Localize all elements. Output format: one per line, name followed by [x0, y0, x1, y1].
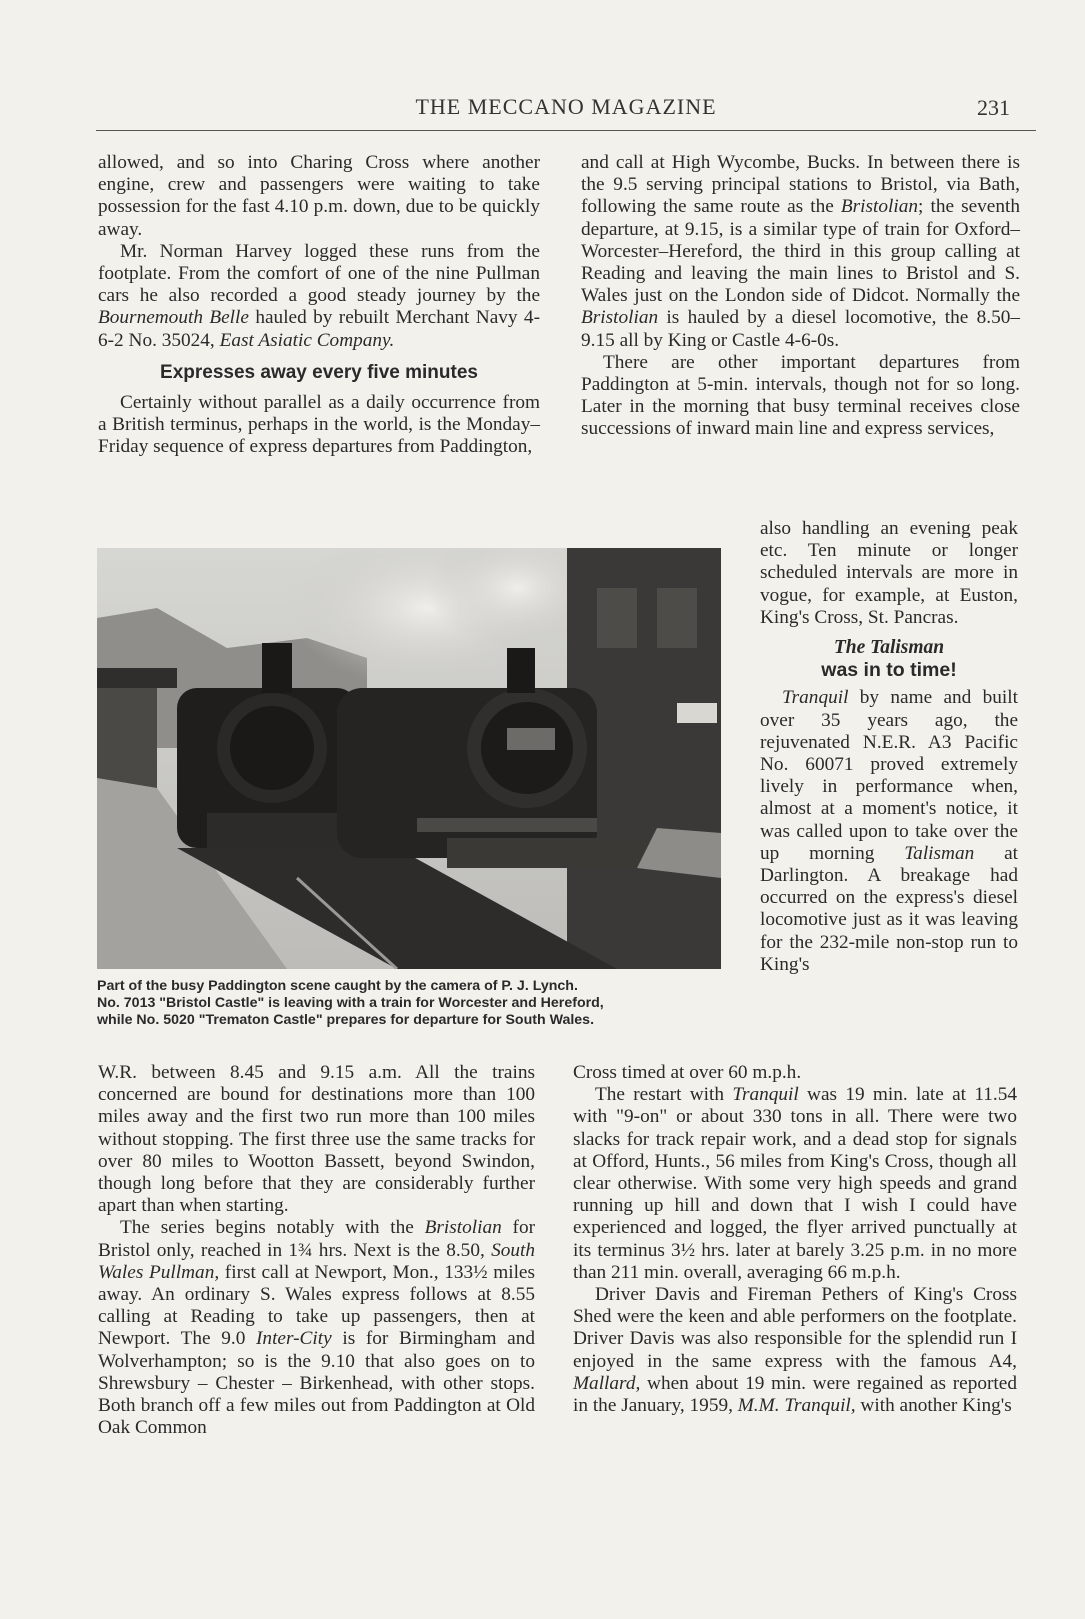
paragraph: The series begins notably with the Bristolian for Bristol only, reached in 1¾ hrs. Next is the 8.50, South Wales Pullman, first call at Newport, Mon., 133½ miles away. An ordinary S. Wales express follows at 8.55 calling at Reading to take up passengers, then at Newport. The 9.0 Inter-City is for Birmingham and Wolverhampton; so is the 9.10 that also goes on to Shrewsbury – Chester – Birkenhead, with other stops. Both branch off a few miles out from Paddington at Old Oak Common — [98, 1217, 535, 1439]
paragraph: Certainly without parallel as a daily occurrence from a British terminus, perhaps in the world, is the Monday–Friday sequence of express departures from Paddington, — [98, 392, 540, 458]
paragraph: Mr. Norman Harvey logged these runs from the footplate. From the comfort of one of the nine Pullman cars he also recorded a good steady journey by the Bournemouth Belle hauled by rebuilt Merchant Navy 4-6-2 No. 35024, East Asiatic Company. — [98, 240, 540, 351]
article-column-bottom-left — [98, 1062, 535, 1439]
section-heading: The Talisman was in to time! — [821, 637, 957, 682]
paragraph: Tranquil by name and built over 35 years ago, the rejuvenated N.E.R. A3 Pacific No. 60071 proved extremely lively in performance when, almost at a moment's notice, it was called upon to take over the up morning Talisman at Darlington. A breakage had occurred on the express's diesel locomotive just as it was leaving for the 232-mile non-stop run to King's — [760, 687, 1018, 975]
photo-caption: Part of the busy Paddington scene caught by the camera of P. J. Lynch. No. 7013 "Bristol Castle" is leaving with a train for Worcester and Hereford, while No. 5020 "Trematon Castle" prepares for departure for South Wales. — [97, 978, 604, 1028]
photo-illustration — [97, 548, 721, 969]
paragraph: Driver Davis and Fireman Pethers of King's Cross Shed were the keen and able performers on the footplate. Driver Davis was also responsible for the splendid run I enjoyed in the same express with the famous A4, Mallard, when about 19 min. were regained as reported in the January, 1959, M.M. Tranquil, with another King's — [573, 1284, 1017, 1417]
article-column-top-right — [581, 152, 1020, 441]
paragraph: and call at High Wycombe, Bucks. In between there is the 9.5 serving principal stations to Bristol, via Bath, following the same route as the Bristolian; the seventh departure, at 9.15, is a similar type of train for Oxford–Worcester–Hereford, the third in this group calling at Reading and leaving the main lines to Bristol and S. Wales just on the London side of Didcot. Normally the Bristolian is hauled by a diesel locomotive, the 8.50–9.15 all by King or Castle 4-6-0s. — [581, 152, 1021, 351]
paragraph: The restart with Tranquil was 19 min. late at 11.54 with "9-on" or about 330 tons in all. There were two slacks for track repair work, and a dead stop for signals at Offord, Hunts., 56 miles from King's Cross, though all clear otherwise. With some very high speeds and grand running up hill and down that I wish I could have experienced and logged, the flyer arrived punctually at its terminus 3½ hrs. later at barely 3.25 p.m. in no more than 211 min. overall, averaging 66 m.p.h. — [573, 1084, 1017, 1283]
paragraph: W.R. between 8.45 and 9.15 a.m. All the trains concerned are bound for destinations more than 100 miles away and the first two run more than 100 miles without stopping. The first three use the same tracks for over 80 miles to Wootton Bassett, beyond Swindon, though long before that they are considerably further apart than when starting. — [98, 1062, 535, 1217]
paragraph: also handling an evening peak etc. Ten minute or longer scheduled intervals are more in vogue, for example, at Euston, King's Cross, St. Pancras. — [760, 518, 1018, 628]
page-number: 231 — [977, 95, 1010, 120]
paragraph: Cross timed at over 60 m.p.h. — [573, 1062, 802, 1083]
magazine-title: THE MECCANO MAGAZINE — [415, 94, 717, 119]
article-column-narrow — [760, 518, 1018, 976]
locomotive-photo — [97, 548, 721, 969]
section-heading: Expresses away every five minutes — [160, 361, 478, 383]
article-column-bottom-right — [573, 1062, 1017, 1417]
page-header — [96, 92, 1036, 131]
article-column-top-left — [98, 152, 540, 459]
paragraph: There are other important departures from Paddington at 5-min. intervals, though not for so long. Later in the morning that busy terminal receives close successions of inward main line and express services, — [581, 351, 1020, 440]
paragraph: allowed, and so into Charing Cross where another engine, crew and passengers were waiting to take possession for the fast 4.10 p.m. down, due to be quickly away. — [98, 152, 540, 240]
